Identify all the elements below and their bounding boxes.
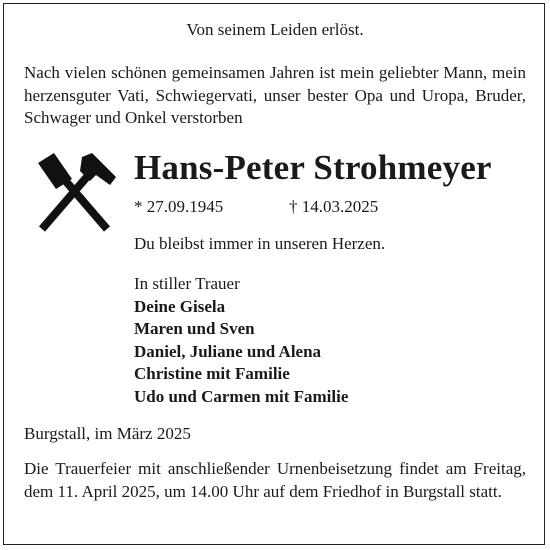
memorial-quote: Du bleibst immer in unseren Herzen. [134, 234, 386, 253]
mourner-name: Maren und Sven [134, 319, 255, 338]
mourner-name: Deine Gisela [134, 296, 226, 316]
life-dates [134, 197, 379, 217]
mourning-label: In stiller Trauer [134, 274, 240, 293]
hammer-and-pick-icon [32, 151, 117, 236]
mourner-name: Udo und Carmen mit Familie [134, 386, 349, 406]
place-date: Burgstall, im März 2025 [24, 424, 191, 443]
mourner-name: Christine mit Familie [134, 364, 290, 383]
death-date: † 14.03.2025 [289, 197, 379, 216]
intro-line: Von seinem Leiden erlöst. [186, 20, 364, 39]
mourners-list [134, 273, 348, 408]
funeral-notice: Die Trauerfeier mit anschließender Urnenbeisetzung findet am Freitag, dem 11. April 2025, um 14.00 Uhr auf dem Friedhof in Burgstall statt. [24, 459, 526, 501]
announcement-text: Nach vielen schönen gemeinsamen Jahren ist mein geliebter Mann, mein herzensguter Vati, Schwiegervati, unser bester Opa und Uropa, Bruder, Schwager und Onkel verstorben [24, 63, 526, 127]
deceased-name: Hans-Peter Strohmeyer [134, 148, 492, 187]
birth-date: * 27.09.1945 [134, 197, 224, 216]
mourner-name: Daniel, Juliane und Alena [134, 341, 322, 361]
